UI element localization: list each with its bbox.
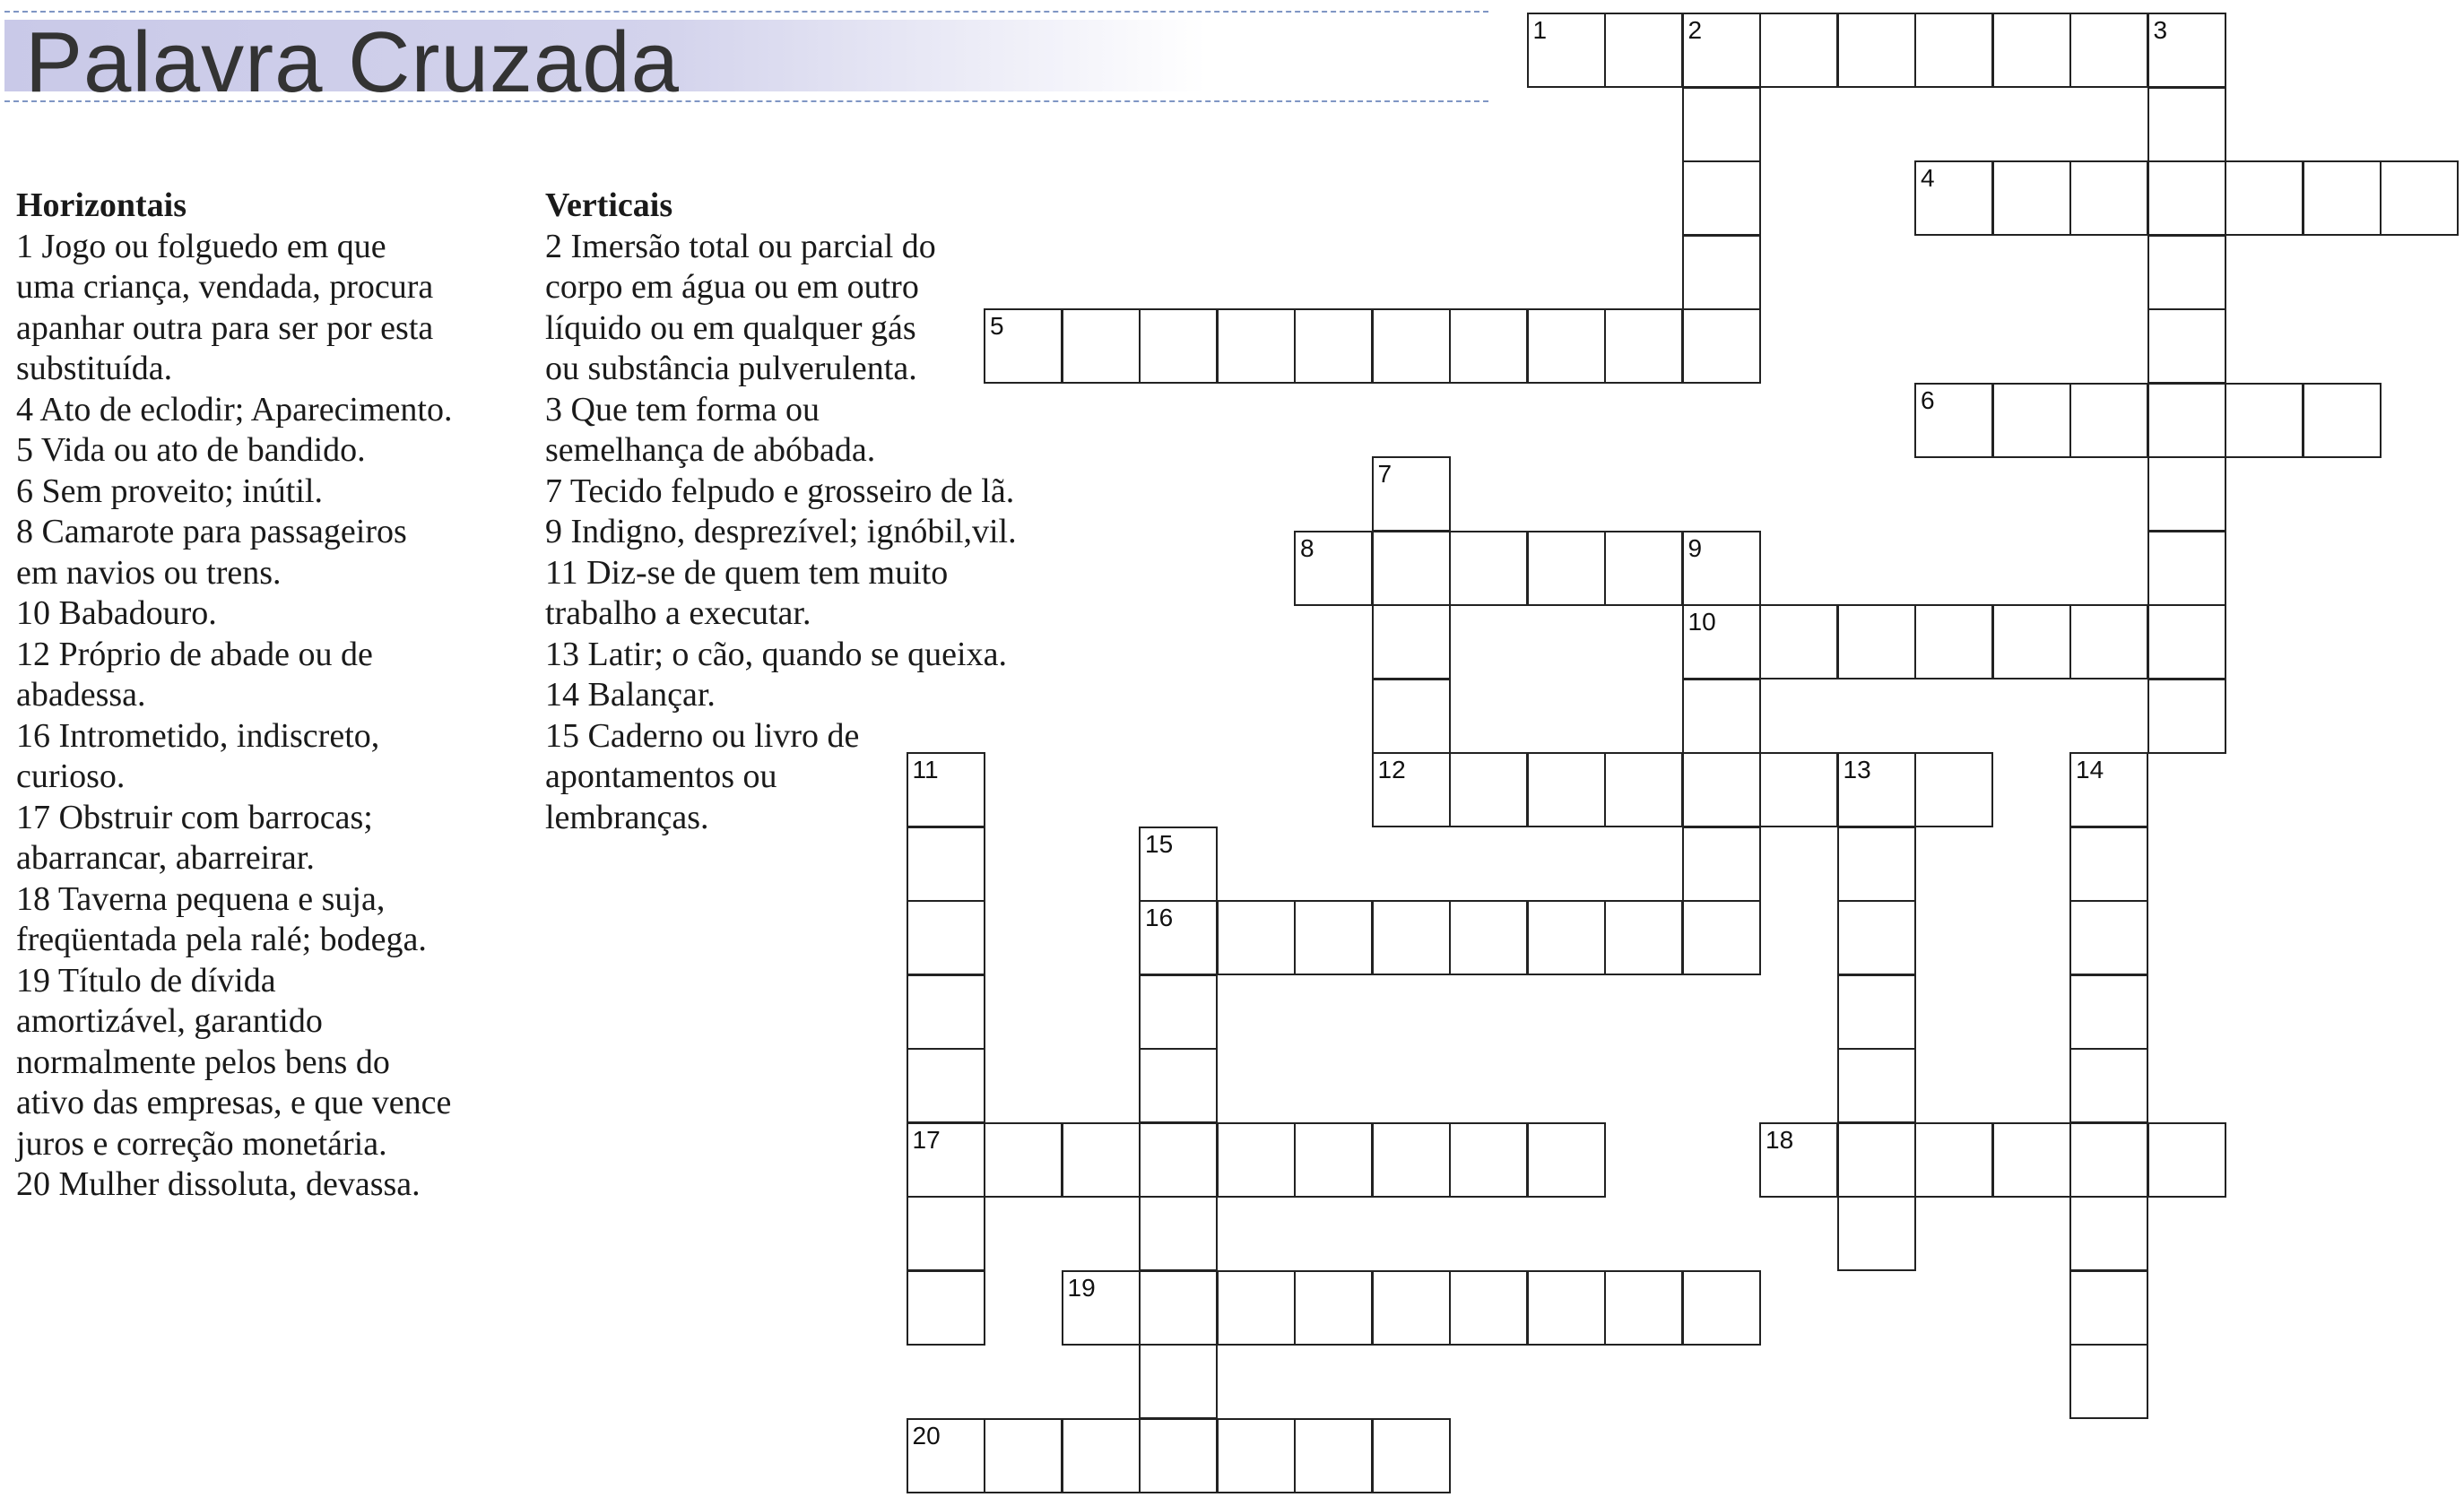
cell-number: 9 xyxy=(1687,533,1703,562)
clue-number: 4 xyxy=(16,390,33,428)
clue-number: 18 xyxy=(16,879,50,918)
grid-cell[interactable] xyxy=(1604,1270,1683,1346)
grid-cell[interactable] xyxy=(1372,900,1451,975)
grid-cell[interactable] xyxy=(1062,1418,1141,1493)
grid-cell[interactable] xyxy=(2069,1270,2148,1346)
clue-text: Obstruir com barrocas; abarrancar, abarreirar. xyxy=(16,798,373,877)
grid-cell[interactable] xyxy=(1294,900,1373,975)
grid-cell[interactable] xyxy=(1992,13,2071,88)
clue-text: Ato de eclodir; Aparecimento. xyxy=(39,390,453,428)
grid-cell[interactable] xyxy=(1837,1048,1916,1123)
clue-text: Sem proveito; inútil. xyxy=(41,472,323,510)
grid-cell[interactable] xyxy=(1992,604,2071,679)
cell-number: 13 xyxy=(1843,756,1871,783)
grid-cell[interactable] xyxy=(1992,383,2071,458)
grid-cell[interactable] xyxy=(1449,531,1528,606)
grid-cell[interactable] xyxy=(1372,679,1451,754)
grid-cell[interactable] xyxy=(1682,827,1761,902)
grid-cell[interactable] xyxy=(907,752,985,827)
cell-number: 4 xyxy=(1921,164,1935,192)
grid-cell[interactable] xyxy=(907,1196,985,1271)
grid-cell[interactable] xyxy=(984,1418,1063,1493)
grid-cell[interactable] xyxy=(907,1270,985,1346)
grid-cell[interactable] xyxy=(2069,604,2148,679)
cell-number: 5 xyxy=(990,312,1004,340)
grid-cell[interactable] xyxy=(1759,604,1838,679)
grid-cell[interactable] xyxy=(1682,752,1761,827)
grid-cell[interactable] xyxy=(1604,752,1683,827)
grid-cell[interactable] xyxy=(1914,752,1993,827)
grid-cell[interactable] xyxy=(1527,531,1606,606)
grid-cell[interactable] xyxy=(2147,235,2226,310)
grid-cell[interactable] xyxy=(1139,1270,1218,1346)
grid-cell[interactable] xyxy=(1527,308,1606,384)
grid-cell[interactable] xyxy=(1914,604,1993,679)
clue-text: Camarote para passageiros em navios ou trens. xyxy=(16,513,407,592)
grid-cell[interactable] xyxy=(1604,308,1683,384)
grid-cell[interactable] xyxy=(2069,1048,2148,1123)
grid-cell[interactable] xyxy=(1759,1122,1838,1198)
grid-cell[interactable] xyxy=(1914,160,1993,236)
grid-cell[interactable] xyxy=(1992,160,2071,236)
grid-cell[interactable] xyxy=(984,308,1063,384)
grid-cell[interactable] xyxy=(1682,679,1761,754)
grid-cell[interactable] xyxy=(2069,13,2148,88)
grid-cell[interactable] xyxy=(2147,383,2226,458)
grid-cell[interactable] xyxy=(1682,900,1761,975)
across-heading: Horizontais xyxy=(16,186,187,224)
grid-cell[interactable] xyxy=(2069,1196,2148,1271)
grid-cell[interactable] xyxy=(1682,1270,1761,1346)
grid-cell[interactable] xyxy=(2147,1122,2226,1198)
cell-number: 8 xyxy=(1300,533,1314,562)
clue-text: Mulher dissoluta, devassa. xyxy=(58,1165,421,1203)
grid-cell[interactable] xyxy=(1139,1196,1218,1271)
grid-cell[interactable] xyxy=(1837,752,1916,827)
grid-cell[interactable] xyxy=(1294,531,1373,606)
grid-cell[interactable] xyxy=(1449,1122,1528,1198)
grid-cell[interactable] xyxy=(1294,1270,1373,1346)
clue-text: Jogo ou folguedo em que uma criança, vendada, procura apanhar outra para ser por esta substituída. xyxy=(16,227,434,387)
grid-cell[interactable] xyxy=(2069,900,2148,975)
grid-cell[interactable] xyxy=(1527,900,1606,975)
grid-cell[interactable] xyxy=(1914,1122,1993,1198)
grid-cell[interactable] xyxy=(1527,752,1606,827)
grid-cell[interactable] xyxy=(1217,1270,1296,1346)
grid-cell[interactable] xyxy=(2147,87,2226,162)
grid-cell[interactable] xyxy=(1682,13,1761,88)
grid-cell[interactable] xyxy=(907,1122,985,1198)
grid-cell[interactable] xyxy=(1372,1270,1451,1346)
grid-cell[interactable] xyxy=(907,1048,985,1123)
grid-cell[interactable] xyxy=(1217,900,1296,975)
clue-text: Intrometido, indiscreto, curioso. xyxy=(16,716,380,795)
grid-cell[interactable] xyxy=(1837,604,1916,679)
grid-cell[interactable] xyxy=(1527,1122,1606,1198)
clue-number: 10 xyxy=(16,594,50,632)
clue-text: Imersão total ou parcial do corpo em água ou em outro líquido ou em qualquer gás ou substância pulverulenta. xyxy=(545,227,936,387)
clue-text: Que tem forma ou semelhança de abóbada. xyxy=(545,390,876,469)
clue-number: 6 xyxy=(16,472,33,510)
grid-cell[interactable] xyxy=(2147,456,2226,532)
grid-cell[interactable] xyxy=(1837,1122,1916,1198)
grid-cell[interactable] xyxy=(1682,308,1761,384)
grid-cell[interactable] xyxy=(1294,1122,1373,1198)
grid-cell[interactable] xyxy=(1914,383,1993,458)
grid-cell[interactable] xyxy=(1837,13,1916,88)
grid-cell[interactable] xyxy=(1914,13,1993,88)
grid-cell[interactable] xyxy=(1837,1196,1916,1271)
grid-cell[interactable] xyxy=(1372,1418,1451,1493)
grid-cell[interactable] xyxy=(1139,308,1218,384)
clue-text: Babadouro. xyxy=(58,594,217,632)
grid-cell[interactable] xyxy=(1372,604,1451,679)
grid-cell[interactable] xyxy=(1372,752,1451,827)
clue-number: 7 xyxy=(545,472,562,510)
cell-number: 12 xyxy=(1377,756,1406,783)
clue-number: 8 xyxy=(16,513,33,550)
grid-cell[interactable] xyxy=(1759,752,1838,827)
clue-text: Caderno ou livro de apontamentos ou lembranças. xyxy=(545,716,860,836)
grid-cell[interactable] xyxy=(1527,13,1606,88)
grid-cell[interactable] xyxy=(1062,1122,1141,1198)
grid-cell[interactable] xyxy=(1062,308,1141,384)
grid-cell[interactable] xyxy=(2069,1122,2148,1198)
grid-cell[interactable] xyxy=(1682,531,1761,606)
clue-number: 15 xyxy=(545,716,579,755)
grid-cell[interactable] xyxy=(2147,604,2226,679)
grid-cell[interactable] xyxy=(1139,1344,1218,1419)
grid-cell[interactable] xyxy=(1682,235,1761,310)
grid-cell[interactable] xyxy=(1449,308,1528,384)
clue-number: 2 xyxy=(545,227,562,265)
clue-number: 13 xyxy=(545,635,579,673)
cell-number: 19 xyxy=(1067,1273,1096,1302)
clue-text: Indigno, desprezível; ignóbil,vil. xyxy=(570,513,1017,550)
grid-cell[interactable] xyxy=(1372,1122,1451,1198)
grid-cell[interactable] xyxy=(1682,87,1761,162)
clue-text: Balançar. xyxy=(587,676,716,714)
clue-text: Tecido felpudo e grosseiro de lã. xyxy=(569,472,1015,510)
grid-cell[interactable] xyxy=(2147,679,2226,754)
grid-cell[interactable] xyxy=(2069,827,2148,902)
grid-cell[interactable] xyxy=(1062,1270,1141,1346)
clue-number: 1 xyxy=(16,227,33,265)
grid-cell[interactable] xyxy=(1139,1122,1218,1198)
cell-number: 15 xyxy=(1145,829,1174,858)
grid-cell[interactable] xyxy=(2147,13,2226,88)
page-title: Palavra Cruzada xyxy=(25,14,681,110)
grid-cell[interactable] xyxy=(1217,308,1296,384)
grid-cell[interactable] xyxy=(1139,1048,1218,1123)
grid-cell[interactable] xyxy=(2303,160,2382,236)
grid-cell[interactable] xyxy=(2069,1344,2148,1419)
grid-cell[interactable] xyxy=(2380,160,2459,236)
grid-cell[interactable] xyxy=(2147,308,2226,384)
down-heading: Verticais xyxy=(545,186,673,224)
cell-number: 2 xyxy=(1687,16,1703,44)
clue-number: 14 xyxy=(545,676,579,714)
grid-cell[interactable] xyxy=(907,1418,985,1493)
clue-number: 9 xyxy=(545,513,562,550)
cell-number: 20 xyxy=(912,1421,941,1450)
grid-cell[interactable] xyxy=(1449,1270,1528,1346)
grid-cell[interactable] xyxy=(2069,974,2148,1050)
clue-number: 5 xyxy=(16,431,33,469)
cell-number: 14 xyxy=(2076,756,2104,783)
cell-number: 3 xyxy=(2153,16,2168,44)
grid-cell[interactable] xyxy=(1682,160,1761,236)
grid-cell[interactable] xyxy=(1992,1122,2071,1198)
cell-number: 17 xyxy=(912,1125,941,1154)
clue-number: 11 xyxy=(545,553,578,592)
grid-cell[interactable] xyxy=(2147,160,2226,236)
grid-cell[interactable] xyxy=(2147,531,2226,606)
grid-cell[interactable] xyxy=(1372,456,1451,532)
grid-cell[interactable] xyxy=(1604,13,1683,88)
grid-cell[interactable] xyxy=(1604,900,1683,975)
grid-cell[interactable] xyxy=(1139,900,1218,975)
grid-cell[interactable] xyxy=(1837,974,1916,1050)
grid-cell[interactable] xyxy=(1139,827,1218,902)
grid-cell[interactable] xyxy=(907,827,985,902)
grid-cell[interactable] xyxy=(1682,604,1761,679)
grid-cell[interactable] xyxy=(1604,531,1683,606)
grid-cell[interactable] xyxy=(1837,827,1916,902)
grid-cell[interactable] xyxy=(1449,752,1528,827)
grid-cell[interactable] xyxy=(1527,1270,1606,1346)
cell-number: 16 xyxy=(1145,904,1174,931)
grid-cell[interactable] xyxy=(2303,383,2382,458)
grid-cell[interactable] xyxy=(1837,900,1916,975)
clue-number: 19 xyxy=(16,961,50,1000)
clue-text: Diz-se de quem tem muito trabalho a executar. xyxy=(545,553,949,632)
grid-cell[interactable] xyxy=(907,900,985,975)
grid-cell[interactable] xyxy=(2225,383,2303,458)
grid-cell[interactable] xyxy=(907,974,985,1050)
clue-number: 20 xyxy=(16,1165,50,1203)
clue-number: 3 xyxy=(545,390,562,428)
clue-text: Próprio de abade ou de abadessa. xyxy=(16,635,373,714)
grid-cell[interactable] xyxy=(2069,752,2148,827)
cell-number: 7 xyxy=(1377,460,1393,488)
grid-cell[interactable] xyxy=(2069,160,2148,236)
grid-cell[interactable] xyxy=(2225,160,2303,236)
grid-cell[interactable] xyxy=(1294,1418,1373,1493)
grid-cell[interactable] xyxy=(1449,900,1528,975)
clue-number: 17 xyxy=(16,798,50,836)
cell-number: 10 xyxy=(1687,608,1716,636)
grid-cell[interactable] xyxy=(1372,308,1451,384)
clue-number: 12 xyxy=(16,635,50,673)
grid-cell[interactable] xyxy=(1217,1418,1296,1493)
grid-cell[interactable] xyxy=(1759,13,1838,88)
clue-text: Título de dívida amortizável, garantido normalmente pelos bens do ativo das empresas, e que vence juros e correção monetária. xyxy=(16,961,452,1163)
grid-cell[interactable] xyxy=(984,1122,1063,1198)
cell-number: 18 xyxy=(1766,1125,1794,1154)
grid-cell[interactable] xyxy=(1139,974,1218,1050)
grid-cell[interactable] xyxy=(1217,1122,1296,1198)
clue-text: Latir; o cão, quando se queixa. xyxy=(587,635,1007,673)
grid-cell[interactable] xyxy=(2069,383,2148,458)
cell-number: 1 xyxy=(1532,16,1548,44)
grid-cell[interactable] xyxy=(1294,308,1373,384)
grid-cell[interactable] xyxy=(1139,1418,1218,1493)
clue-text: Taverna pequena e suja, freqüentada pela ralé; bodega. xyxy=(16,879,427,958)
cell-number: 11 xyxy=(912,756,939,783)
cell-number: 6 xyxy=(1921,385,1935,414)
clue-text: Vida ou ato de bandido. xyxy=(40,431,366,469)
clue-number: 16 xyxy=(16,716,50,755)
grid-cell[interactable] xyxy=(1372,531,1451,606)
